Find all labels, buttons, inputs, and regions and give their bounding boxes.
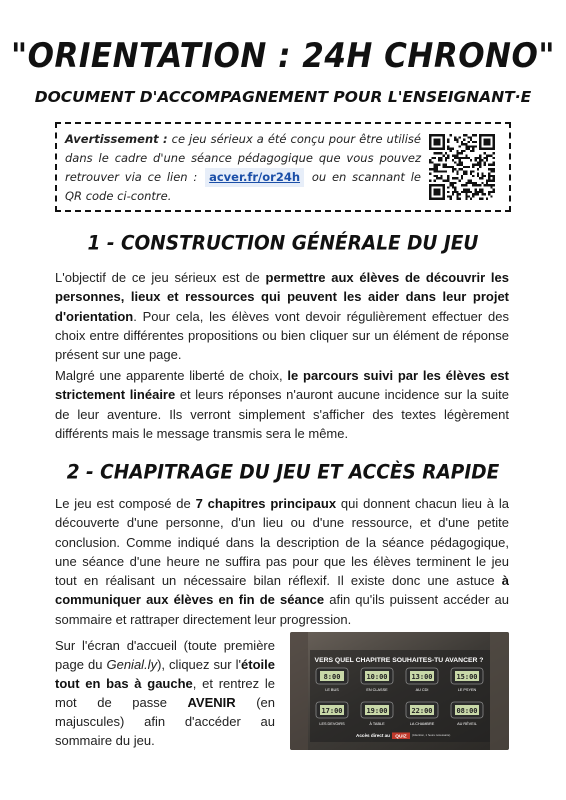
section1-paragraph-2 <box>55 366 509 443</box>
clock-time: 19:00 <box>366 707 388 715</box>
text-segment: étoile tout en bas à gauche <box>55 657 276 691</box>
text-segment: le parcours suivi par les élèves est strictement linéaire <box>55 368 509 403</box>
chapter-label: LE PSYEN <box>457 688 477 692</box>
text-segment: (en majuscules) afin d'accéder au sommaire du jeu. <box>55 695 276 748</box>
text-segment: Sur l'écran d'accueil (toute première page du <box>55 638 275 672</box>
clock-time: 08:00 <box>456 707 478 715</box>
warning-text-after: ou en scannant le QR code ci-contre. <box>65 170 421 203</box>
section2-paragraph-1 <box>55 494 509 629</box>
text-segment: ), cliquez sur l' <box>157 657 242 672</box>
warning-text <box>65 130 421 206</box>
chapter-label: LE BUS <box>325 688 339 692</box>
chapter-label: AU RÉVEIL <box>457 722 477 726</box>
text-segment: AVENIR <box>187 695 236 710</box>
text-segment: et leurs réponses n'auront aucune incidence sur la suite de leur aventure. Ils verront simplement s'afficher des textes légèrement différents mais le message transmis sera le même. <box>55 387 509 441</box>
clock-time: 22:00 <box>411 707 433 715</box>
menu-question: VERS QUEL CHAPITRE SOUHAITES-TU AVANCER ? <box>314 657 484 664</box>
clock-time: 17:00 <box>321 707 343 715</box>
text-segment: qui donnent chacun lieu à la découverte d'une personne, d'un lieu ou d'une ressource, et d'une petite conclusion. Comme indiqué dans la description de la séance pédagogique, une séance d'une heure ne suffira pas pour que les élèves terminent le jeu tout en réalisant un nécessaire bilan réflexif. Il existe donc une astuce <box>55 496 510 589</box>
game-menu-image <box>290 632 509 750</box>
document-title: "ORIENTATION : 24H CHRONO" <box>11 36 555 76</box>
clock-time: 8:00 <box>323 673 341 681</box>
text-segment: 7 chapitres principaux <box>195 496 337 511</box>
chapter-label: AU CDI <box>415 688 429 692</box>
clock-time: 10:00 <box>366 673 388 681</box>
quiz-badge-label: QUIZ <box>395 734 407 740</box>
chapter-label: EN CLASSE <box>366 688 388 692</box>
document-subtitle: DOCUMENT D'ACCOMPAGNEMENT POUR L'ENSEIGNANT·E <box>34 88 532 106</box>
section2-heading: 2 - CHAPITRAGE DU JEU ET ACCÈS RAPIDE <box>66 461 500 484</box>
chapter-label: LES DEVOIRS <box>319 722 345 726</box>
game-menu-screenshot <box>290 632 509 750</box>
chapter-label: LA CHAMBRE <box>409 722 435 726</box>
text-segment: Genial.ly <box>106 657 158 672</box>
game-link[interactable]: acver.fr/or24h <box>205 168 304 187</box>
clock-time: 13:00 <box>411 673 433 681</box>
chapter-label: À TABLE <box>369 722 385 726</box>
warning-label: Avertissement : <box>65 132 168 146</box>
text-segment: permettre aux élèves de découvrir les personnes, lieux et ressources qui peuvent les aider dans leur projet d'orientation <box>55 270 509 324</box>
qr-code[interactable] <box>429 134 495 200</box>
text-segment: Le jeu est composé de <box>55 496 196 511</box>
text-segment: L'objectif de ce jeu sérieux est de <box>55 270 266 285</box>
text-segment: à communiquer aux élèves en fin de séance <box>55 573 509 608</box>
warning-text-before: ce jeu sérieux a été conçu pour être utilisé dans le cadre d'une séance pédagogique que vous pouvez retrouver via ce lien : <box>65 132 421 184</box>
warning-box <box>55 122 511 212</box>
clock-time: 15:00 <box>456 673 478 681</box>
text-segment: afin qu'ils puissent accéder au sommaire et rattraper directement leur progression. <box>55 592 509 627</box>
section1-heading: 1 - CONSTRUCTION GÉNÉRALE DU JEU <box>87 232 479 255</box>
section1-paragraph-1 <box>55 268 509 364</box>
section2-paragraph-2 <box>55 636 275 750</box>
text-segment: Malgré une apparente liberté de choix, <box>55 368 288 383</box>
quiz-note: (Attention, 1 heure nécessaire) <box>412 733 451 737</box>
text-segment: . Pour cela, les élèves vont devoir régulièrement effectuer des choix entre différentes propositions ou bien cliquer sur un élément de réponse présent sur une page. <box>55 308 509 363</box>
quiz-access-label: Accès direct au <box>356 733 390 738</box>
text-segment: , et rentrez le mot de passe <box>55 676 275 710</box>
